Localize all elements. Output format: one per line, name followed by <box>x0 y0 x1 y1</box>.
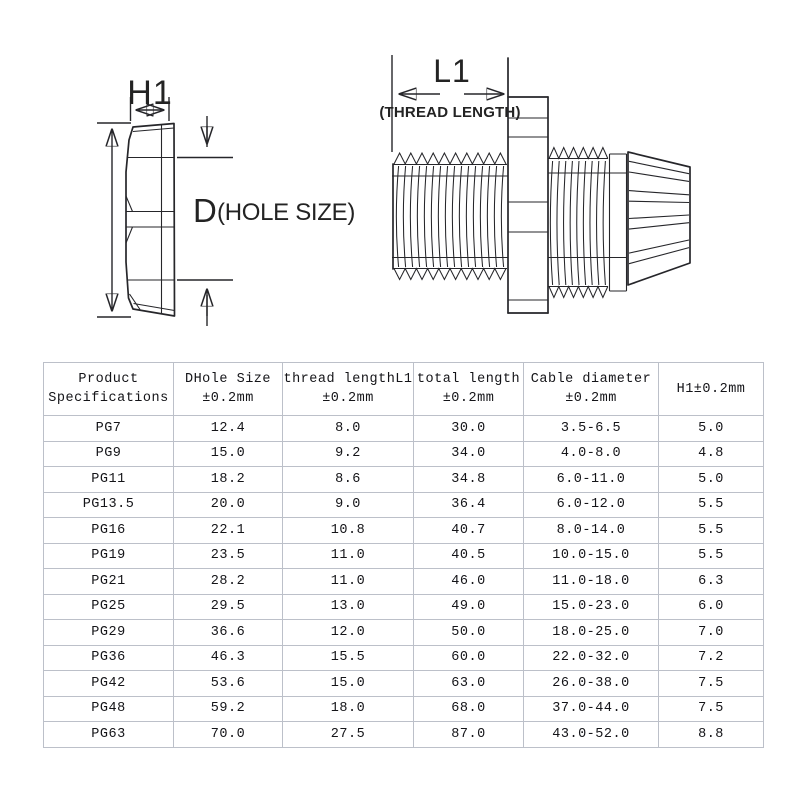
table-cell: 11.0 <box>283 543 414 569</box>
table-cell: 3.5-6.5 <box>524 416 659 442</box>
table-cell: 63.0 <box>414 671 524 697</box>
table-cell: 15.5 <box>283 645 414 671</box>
technical-drawing <box>0 0 800 355</box>
table-cell: 49.0 <box>414 594 524 620</box>
table-cell: 7.0 <box>659 620 764 646</box>
table-cell: 8.0 <box>283 416 414 442</box>
table-cell: 11.0-18.0 <box>524 569 659 595</box>
table-cell: PG29 <box>44 620 174 646</box>
table-cell: 18.2 <box>174 467 283 493</box>
table-cell: 6.0 <box>659 594 764 620</box>
table-cell: 27.5 <box>283 722 414 748</box>
table-cell: 34.8 <box>414 467 524 493</box>
table-cell: 53.6 <box>174 671 283 697</box>
table-cell: 5.5 <box>659 492 764 518</box>
table-row <box>44 543 764 569</box>
table-cell: 6.3 <box>659 569 764 595</box>
table-cell: 59.2 <box>174 696 283 722</box>
table-cell: 11.0 <box>283 569 414 595</box>
table-row <box>44 671 764 697</box>
table-cell: 15.0-23.0 <box>524 594 659 620</box>
table-row <box>44 441 764 467</box>
table-cell: 26.0-38.0 <box>524 671 659 697</box>
column-header-total-length: total length ±0.2mm <box>414 363 524 416</box>
h1-label: H1 <box>127 74 173 112</box>
table-cell: 10.8 <box>283 518 414 544</box>
table-cell: 20.0 <box>174 492 283 518</box>
table-cell: PG36 <box>44 645 174 671</box>
l1-label: L1 <box>433 53 471 89</box>
table-cell: PG16 <box>44 518 174 544</box>
table-cell: 46.0 <box>414 569 524 595</box>
table-cell: 15.0 <box>283 671 414 697</box>
locknut-drawing <box>126 124 175 317</box>
table-cell: 70.0 <box>174 722 283 748</box>
table-cell: 34.0 <box>414 441 524 467</box>
table-cell: 22.0-32.0 <box>524 645 659 671</box>
table-cell: 8.6 <box>283 467 414 493</box>
table-cell: 36.6 <box>174 620 283 646</box>
table-cell: 10.0-15.0 <box>524 543 659 569</box>
table-cell: PG21 <box>44 569 174 595</box>
table-row <box>44 492 764 518</box>
h1-dimension <box>127 74 172 121</box>
table-row <box>44 467 764 493</box>
table-cell: 50.0 <box>414 620 524 646</box>
table-cell: 18.0-25.0 <box>524 620 659 646</box>
table-cell: 6.0-11.0 <box>524 467 659 493</box>
table-cell: 87.0 <box>414 722 524 748</box>
table-cell: 6.0-12.0 <box>524 492 659 518</box>
table-cell: 46.3 <box>174 645 283 671</box>
table-cell: 7.5 <box>659 696 764 722</box>
table-row <box>44 722 764 748</box>
thread-length-label: (THREAD LENGTH) <box>379 104 521 121</box>
table-cell: 5.5 <box>659 543 764 569</box>
table-cell: 40.5 <box>414 543 524 569</box>
table-row <box>44 645 764 671</box>
spec-table-body <box>44 416 764 748</box>
table-cell: PG63 <box>44 722 174 748</box>
thread-section-left <box>392 153 508 280</box>
table-cell: 5.0 <box>659 467 764 493</box>
d-label: D <box>193 192 217 229</box>
table-row <box>44 518 764 544</box>
table-cell: PG13.5 <box>44 492 174 518</box>
table-cell: 68.0 <box>414 696 524 722</box>
thread-section-right <box>548 148 627 298</box>
table-row <box>44 620 764 646</box>
table-row <box>44 594 764 620</box>
strain-relief-cone <box>628 152 690 285</box>
table-cell: 60.0 <box>414 645 524 671</box>
table-cell: 37.0-44.0 <box>524 696 659 722</box>
table-cell: 36.4 <box>414 492 524 518</box>
table-cell: 9.2 <box>283 441 414 467</box>
table-cell: PG25 <box>44 594 174 620</box>
column-header-dhole-size: DHole Size ±0.2mm <box>174 363 283 416</box>
column-header-product: Product Specifications <box>44 363 174 416</box>
table-cell: 40.7 <box>414 518 524 544</box>
table-cell: 29.5 <box>174 594 283 620</box>
table-cell: 4.8 <box>659 441 764 467</box>
table-cell: 9.0 <box>283 492 414 518</box>
table-cell: 43.0-52.0 <box>524 722 659 748</box>
flange <box>508 58 548 313</box>
table-cell: 12.0 <box>283 620 414 646</box>
table-cell: 30.0 <box>414 416 524 442</box>
table-cell: 8.8 <box>659 722 764 748</box>
table-cell: 5.5 <box>659 518 764 544</box>
table-row <box>44 696 764 722</box>
table-cell: 18.0 <box>283 696 414 722</box>
table-cell: PG9 <box>44 441 174 467</box>
table-cell: 8.0-14.0 <box>524 518 659 544</box>
l1-dimension <box>379 53 520 152</box>
table-cell: 5.0 <box>659 416 764 442</box>
column-header-h1: H1±0.2mm <box>659 363 764 416</box>
gland-drawing <box>379 53 690 313</box>
table-cell: 13.0 <box>283 594 414 620</box>
table-row <box>44 416 764 442</box>
table-cell: PG7 <box>44 416 174 442</box>
table-cell: 22.1 <box>174 518 283 544</box>
table-cell: 15.0 <box>174 441 283 467</box>
table-cell: PG48 <box>44 696 174 722</box>
header-row <box>44 363 764 416</box>
table-cell: PG11 <box>44 467 174 493</box>
table-row <box>44 569 764 595</box>
table-cell: 28.2 <box>174 569 283 595</box>
table-cell: 12.4 <box>174 416 283 442</box>
table-cell: 7.5 <box>659 671 764 697</box>
table-cell: 23.5 <box>174 543 283 569</box>
spec-table <box>43 362 764 748</box>
d-dimension <box>177 116 355 326</box>
hole-size-label: (HOLE SIZE) <box>217 199 356 226</box>
table-cell: PG19 <box>44 543 174 569</box>
column-header-thread-length: thread lengthL1 ±0.2mm <box>283 363 414 416</box>
table-cell: PG42 <box>44 671 174 697</box>
table-cell: 4.0-8.0 <box>524 441 659 467</box>
table-cell: 7.2 <box>659 645 764 671</box>
column-header-cable-diameter: Cable diameter ±0.2mm <box>524 363 659 416</box>
